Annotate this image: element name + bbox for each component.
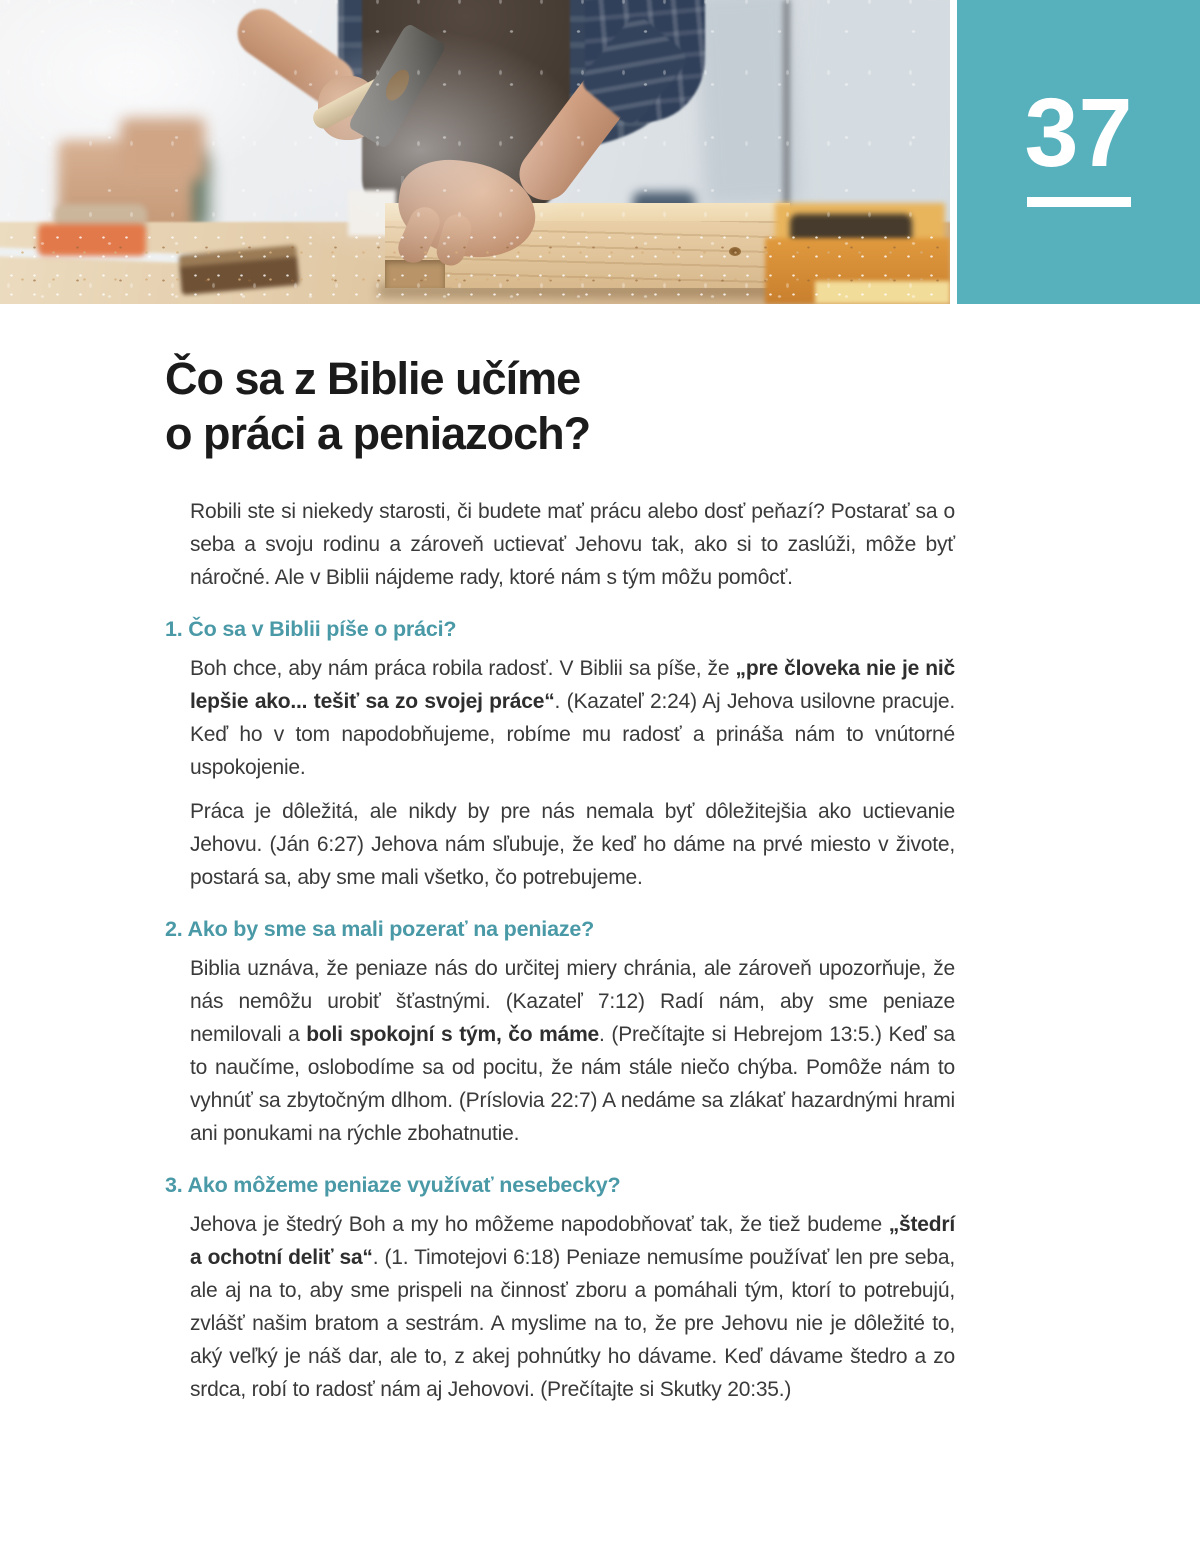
hero-header xyxy=(0,0,1200,304)
lesson-number-badge xyxy=(957,0,1200,304)
page-title-line1: Čo sa z Biblie učíme xyxy=(165,353,581,404)
section-1-heading: 1. Čo sa v Biblii píše o práci? xyxy=(165,617,457,641)
section-1-paragraph-1: Boh chce, aby nám práca robila radosť. V Biblii sa píše, že „pre človeka nie je nič lepšie ako... tešiť sa zo svojej práce“. (Kazateľ 2:24) Aj Jehova usilovne pracuje. Keď ho v tom napodobňujeme, robíme mu radosť a prináša nám to vnútorné uspokojenie. xyxy=(190,657,956,779)
workshop-photo xyxy=(0,0,950,304)
lesson-number: 37 xyxy=(1024,78,1133,187)
section-1-paragraph-2: Práca je dôležitá, ale nikdy by pre nás nemala byť dôležitejšia ako uctievanie Jehovu. (Ján 6:27) Jehova nám sľubuje, že keď ho dáme na prvé miesto v živote, postará sa, aby sme mali všetko, čo potrebujeme. xyxy=(190,800,955,889)
page-title xyxy=(165,351,955,461)
intro-paragraph: Robili ste si niekedy starosti, či budete mať prácu alebo dosť peňazí? Postarať sa o seba a svoju rodinu a zároveň uctievať Jehovu tak, ako si to zaslúži, môže byť náročné. Ale v Biblii nájdeme rady, ktoré nám s tým môžu pomôcť. xyxy=(190,500,955,589)
page-title-line2: o práci a peniazoch? xyxy=(165,408,591,459)
lesson-number-underline xyxy=(1027,197,1131,207)
airborne-dust xyxy=(0,0,950,304)
section-2-heading: 2. Ako by sme sa mali pozerať na peniaze? xyxy=(165,917,595,941)
section-3-paragraph-1: Jehova je štedrý Boh a my ho môžeme napodobňovať tak, že tiež budeme „štedrí a ochotní deliť sa“. (1. Timotejovi 6:18) Peniaze nemusíme používať len pre seba, ale aj na to, aby sme prispeli na činnosť zboru a pomáhali tým, ktorí to potrebujú, zvlášť našim bratom a sestrám. A myslime na to, že pre Jehovu nie je dôležité to, aký veľký je náš dar, ale to, z akej pohnútky ho dávame. Keď dávame štedro a zo srdca, robí to radosť nám aj Jehovovi. (Prečítajte si Skutky 20:35.) xyxy=(190,1213,955,1401)
section-2-paragraph-1: Biblia uznáva, že peniaze nás do určitej miery chránia, ale zároveň upozorňuje, že nás nemôžu urobiť šťastnými. (Kazateľ 7:12) Radí nám, aby sme peniaze nemilovali a boli spokojní s tým, čo máme. (Prečítajte si Hebrejom 13:5.) Keď sa to naučíme, oslobodíme sa od pocitu, že nám stále niečo chýba. Pomôže nám to vyhnúť sa zbytočným dlhom. (Príslovia 22:7) A nedáme sa zlákať hazardnými hrami ani ponukami na rýchle zbohatnutie. xyxy=(190,957,955,1145)
article-body xyxy=(165,351,955,1406)
section-3-heading: 3. Ako môžeme peniaze využívať nesebecky? xyxy=(165,1173,621,1197)
